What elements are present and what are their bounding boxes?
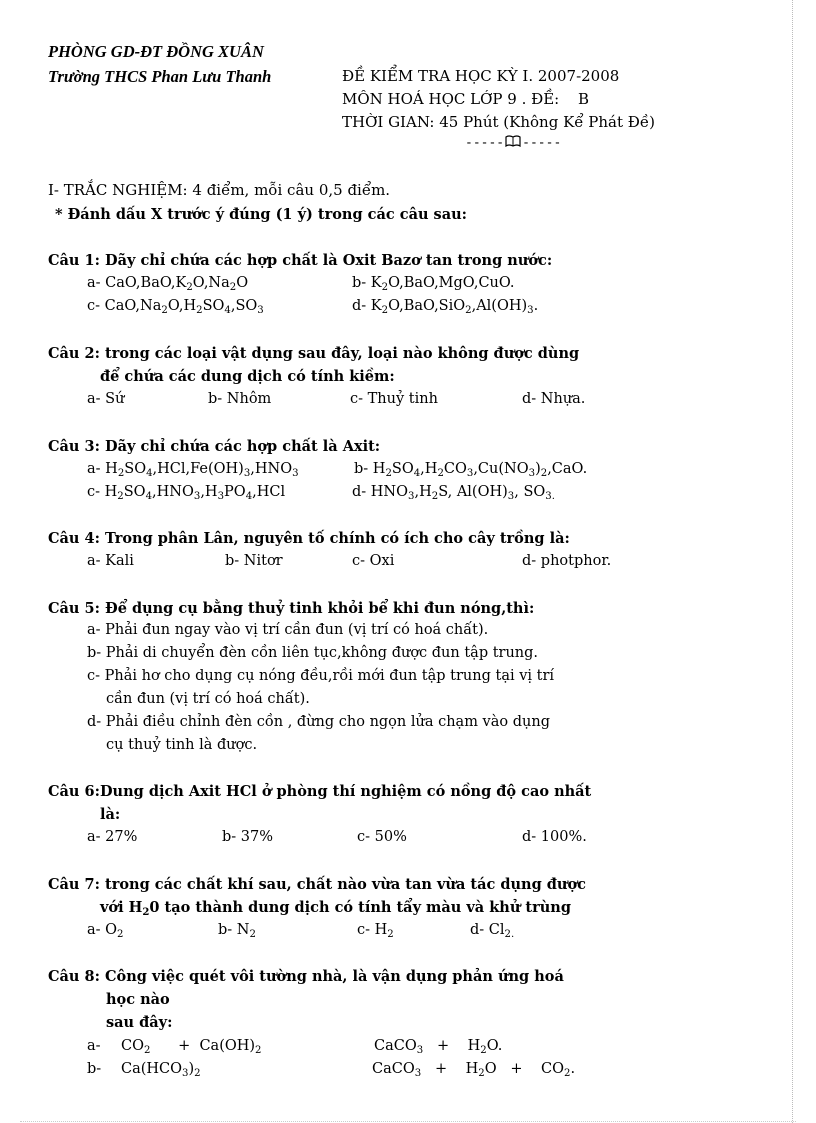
q2-stem-line1: Câu 2: trong các loại vật dụng sau đây, loại nào không được dùng xyxy=(48,345,580,362)
q8-option-b-label[interactable]: b- xyxy=(87,1061,102,1077)
q4-option-a[interactable]: a- Kali xyxy=(87,553,134,569)
q8-option-a-products: CaCO$_3$ + $H_2O$. xyxy=(374,1038,503,1056)
q7-option-a[interactable]: a- $O_2$ xyxy=(87,922,124,940)
q8-option-b-products: CaCO$_3$ + $H_2O$ + $CO_2$. xyxy=(372,1061,576,1079)
q7-option-d[interactable]: d- $Cl_{2.}$ xyxy=(470,922,515,940)
q4-option-b[interactable]: b- Nitơr xyxy=(225,553,283,569)
q6-option-d[interactable]: d- 100%. xyxy=(522,829,587,845)
page-border-bottom xyxy=(20,1121,796,1122)
q6-stem-line2: là: xyxy=(100,806,121,823)
q3-option-a[interactable]: a- $H_2SO_4,HCl,Fe(OH)_3,HNO_3$ xyxy=(87,461,299,479)
q3-stem: Câu 3: Dãy chỉ chứa các hợp chất là Axit: xyxy=(48,438,381,455)
q8-stem-line1: Câu 8: Công việc quét vôi tường nhà, là vận dụng phản ứng hoá xyxy=(48,968,564,985)
q5-option-c-line1[interactable]: c- Phải hơ cho dụng cụ nóng đều,rồi mới đun tập trung tại vị trí xyxy=(87,668,555,684)
q7-stem-line2: với $H_20$ tạo thành dung dịch có tính tẩy màu và khử trùng xyxy=(100,899,571,918)
ornament-right: ----- xyxy=(522,135,562,151)
q1-option-a[interactable]: a- $CaO,BaO,K_2O,Na_2O$ xyxy=(87,275,249,293)
section-title: I- TRẮC NGHIỆM: 4 điểm, mỗi câu 0,5 điểm. xyxy=(48,181,391,199)
q3-option-c[interactable]: c- $H_2SO_4,HNO_3,H_3PO_4,HCl$ xyxy=(87,484,286,502)
q5-option-c-line2: cần đun (vị trí có hoá chất). xyxy=(106,691,310,707)
q4-option-c[interactable]: c- Oxi xyxy=(352,553,395,569)
q1-option-b[interactable]: b- $K_2O,BaO,MgO,CuO$. xyxy=(352,275,515,293)
q6-option-a[interactable]: a- 27% xyxy=(87,829,138,845)
school-name: Trường THCS Phan Lưu Thanh xyxy=(48,67,272,86)
q7-option-c[interactable]: c- $H_2$ xyxy=(357,922,394,940)
q2-option-d[interactable]: d- Nhựa. xyxy=(522,391,586,407)
q4-stem: Câu 4: Trong phân Lân, nguyên tố chính có ích cho cây trồng là: xyxy=(48,530,570,547)
q6-option-b[interactable]: b- 37% xyxy=(222,829,274,845)
ornament-left: ----- xyxy=(465,135,505,151)
q5-option-b[interactable]: b- Phải di chuyển đèn cồn liên tục,không được đun tập trung. xyxy=(87,645,539,661)
q5-option-d-line1[interactable]: d- Phải điều chỉnh đèn cồn , đừng cho ngọn lửa chạm vào dụng xyxy=(87,714,550,730)
subject-line: MÔN HOÁ HỌC LỚP 9 . ĐỀ: xyxy=(342,90,560,108)
exam-time: THỜI GIAN: 45 Phút (Không Kể Phát Đề) xyxy=(342,113,655,131)
q8-option-a-label[interactable]: a- xyxy=(87,1038,101,1054)
q8-stem-line2: học nào xyxy=(106,991,170,1008)
exam-title: ĐỀ KIỂM TRA HỌC KỲ I. 2007-2008 xyxy=(342,67,620,85)
q1-option-c[interactable]: c- $CaO,Na_2O,H_2SO_4,SO_3$ xyxy=(87,298,264,316)
header-ornament xyxy=(465,135,561,151)
q2-option-c[interactable]: c- Thuỷ tinh xyxy=(350,391,438,407)
q8-stem-line3: sau đây: xyxy=(106,1014,173,1031)
book-icon xyxy=(505,135,521,151)
q8-option-b-reactants: $Ca(HCO_3)_2$ xyxy=(121,1061,201,1079)
q3-option-d[interactable]: d- $HNO_3,H_2S$, $Al(OH)_3$, $SO_{3.}$ xyxy=(352,484,555,502)
q5-option-a[interactable]: a- Phải đun ngay vào vị trí cần đun (vị trí có hoá chất). xyxy=(87,622,489,638)
q5-stem: Câu 5: Để dụng cụ bằng thuỷ tinh khỏi bể khi đun nóng,thì: xyxy=(48,600,535,617)
q1-option-d[interactable]: d- $K_2O,BaO,SiO_2,Al(OH)_3$. xyxy=(352,298,539,316)
q7-option-b[interactable]: b- $N_2$ xyxy=(218,922,256,940)
q6-stem-line1: Câu 6:Dung dịch Axit HCl ở phòng thí nghiệm có nồng độ cao nhất xyxy=(48,783,592,800)
q8-option-a-reactants: $CO_2$ + $Ca(OH)_2$ xyxy=(121,1038,262,1056)
section-instruction: * Đánh dấu X trước ý đúng (1 ý) trong các câu sau: xyxy=(55,206,468,223)
exam-code: B xyxy=(578,90,590,108)
q1-stem: Câu 1: Dãy chỉ chứa các hợp chất là Oxit Bazơ tan trong nước: xyxy=(48,252,553,269)
q7-stem-line1: Câu 7: trong các chất khí sau, chất nào vừa tan vừa tác dụng được xyxy=(48,876,586,893)
department-name: PHÒNG GD-ĐT ĐỒNG XUÂN xyxy=(48,42,264,61)
q2-option-a[interactable]: a- Sứ xyxy=(87,391,125,407)
q3-option-b[interactable]: b- $H_2SO_4,H_2CO_3,Cu(NO_3)_2,CaO$. xyxy=(354,461,588,479)
q5-option-d-line2: cụ thuỷ tinh là được. xyxy=(106,737,258,753)
q2-option-b[interactable]: b- Nhôm xyxy=(208,391,272,407)
q6-option-c[interactable]: c- 50% xyxy=(357,829,407,845)
q2-stem-line2: để chứa các dung dịch có tính kiềm: xyxy=(100,368,395,385)
page-border-right xyxy=(792,0,793,1123)
exam-subject xyxy=(342,90,589,108)
q4-option-d[interactable]: d- photphor. xyxy=(522,553,612,569)
